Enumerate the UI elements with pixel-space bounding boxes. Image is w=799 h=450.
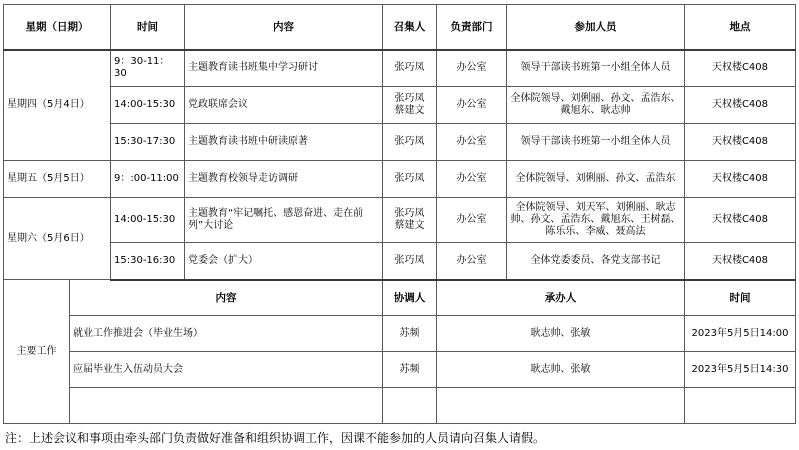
row-content: 党政联席会议 (185, 87, 383, 124)
row-location: 天权楼C408 (685, 124, 796, 161)
row-attendees: 全体院领导、刘俐丽、孙文、孟浩东 (507, 161, 685, 198)
header-convener: 召集人 (383, 5, 437, 50)
main-work-time (685, 388, 796, 424)
main-work-coordinator (383, 388, 437, 424)
row-time: 14:00-15:30 (111, 87, 185, 124)
header-day: 星期（日期） (4, 5, 111, 50)
main-work-header-content: 内容 (70, 280, 383, 316)
row-attendees: 全体院领导、刘天军、刘俐丽、耿志帅、孙文、孟浩东、戴旭东、王树磊、陈乐乐、李威、聂高法 (507, 198, 685, 243)
row-dept: 办公室 (437, 243, 507, 280)
header-dept: 负责部门 (437, 5, 507, 50)
row-location: 天权楼C408 (685, 161, 796, 198)
main-work-organizer: 耿志帅、张敏 (437, 352, 685, 388)
main-work-coordinator: 苏频 (383, 316, 437, 352)
schedule-row (4, 243, 796, 280)
row-content: 主题教育读书班中研读原著 (185, 124, 383, 161)
schedule-row (4, 87, 796, 124)
row-location: 天权楼C408 (685, 87, 796, 124)
row-location: 天权楼C408 (685, 243, 796, 280)
main-work-content: 就业工作推进会（毕业生场） (70, 316, 383, 352)
main-work-label: 主要工作 (4, 280, 70, 424)
row-convener: 张巧凤 蔡建文 (383, 87, 437, 124)
schedule-row (4, 161, 796, 198)
main-work-content: 应届毕业生入伍动员大会 (70, 352, 383, 388)
day-label: 星期五（5月5日） (4, 161, 111, 198)
row-content: 主题教育读书班集中学习研讨 (185, 50, 383, 87)
day-label: 星期六（5月6日） (4, 198, 111, 280)
row-attendees: 领导干部读书班第一小组全体人员 (507, 124, 685, 161)
row-convener: 张巧凤 蔡建文 (383, 198, 437, 243)
row-attendees: 全体院领导、刘俐丽、孙文、孟浩东、戴旭东、耿志帅 (507, 87, 685, 124)
schedule-row (4, 198, 796, 243)
row-attendees: 领导干部读书班第一小组全体人员 (507, 50, 685, 87)
header-time: 时间 (111, 5, 185, 50)
main-work-header-coordinator: 协调人 (383, 280, 437, 316)
row-convener: 张巧凤 (383, 243, 437, 280)
header-row (4, 5, 796, 50)
row-dept: 办公室 (437, 124, 507, 161)
row-time: 15:30-16:30 (111, 243, 185, 280)
main-work-row (4, 388, 796, 424)
footer-note: 注：上述会议和事项由牵头部门负责做好准备和组织协调工作，因课不能参加的人员请向召集人请假。 (5, 431, 546, 445)
main-work-time: 2023年5月5日14:00 (685, 316, 796, 352)
main-work-coordinator: 苏频 (383, 352, 437, 388)
row-content: 主题教育“牢记嘱托、感恩奋进、走在前列”大讨论 (185, 198, 383, 243)
row-time: 14:00-15:30 (111, 198, 185, 243)
row-content: 主题教育校领导走访调研 (185, 161, 383, 198)
main-work-row (4, 316, 796, 352)
schedule-row (4, 124, 796, 161)
row-dept: 办公室 (437, 161, 507, 198)
row-content: 党委会（扩大） (185, 243, 383, 280)
row-time: 15:30-17:30 (111, 124, 185, 161)
row-time: 9：30-11：30 (111, 50, 185, 87)
row-time: 9：:00-11:00 (111, 161, 185, 198)
day-label: 星期四（5月4日） (4, 50, 111, 161)
row-attendees: 全体党委委员、各党支部书记 (507, 243, 685, 280)
header-location: 地点 (685, 5, 796, 50)
main-work-header-organizer: 承办人 (437, 280, 685, 316)
schedule-row (4, 50, 796, 87)
row-convener: 张巧凤 (383, 124, 437, 161)
main-work-organizer: 耿志帅、张敏 (437, 316, 685, 352)
main-work-content (70, 388, 383, 424)
header-attendees: 参加人员 (507, 5, 685, 50)
row-convener: 张巧凤 (383, 161, 437, 198)
main-work-header-time: 时间 (685, 280, 796, 316)
main-work-time: 2023年5月5日14:30 (685, 352, 796, 388)
row-dept: 办公室 (437, 50, 507, 87)
schedule-table (3, 4, 796, 424)
main-work-header-row (4, 280, 796, 316)
row-convener: 张巧凤 (383, 50, 437, 87)
row-location: 天权楼C408 (685, 198, 796, 243)
row-dept: 办公室 (437, 87, 507, 124)
row-dept: 办公室 (437, 198, 507, 243)
main-work-organizer (437, 388, 685, 424)
main-work-row (4, 352, 796, 388)
row-location: 天权楼C408 (685, 50, 796, 87)
header-content: 内容 (185, 5, 383, 50)
